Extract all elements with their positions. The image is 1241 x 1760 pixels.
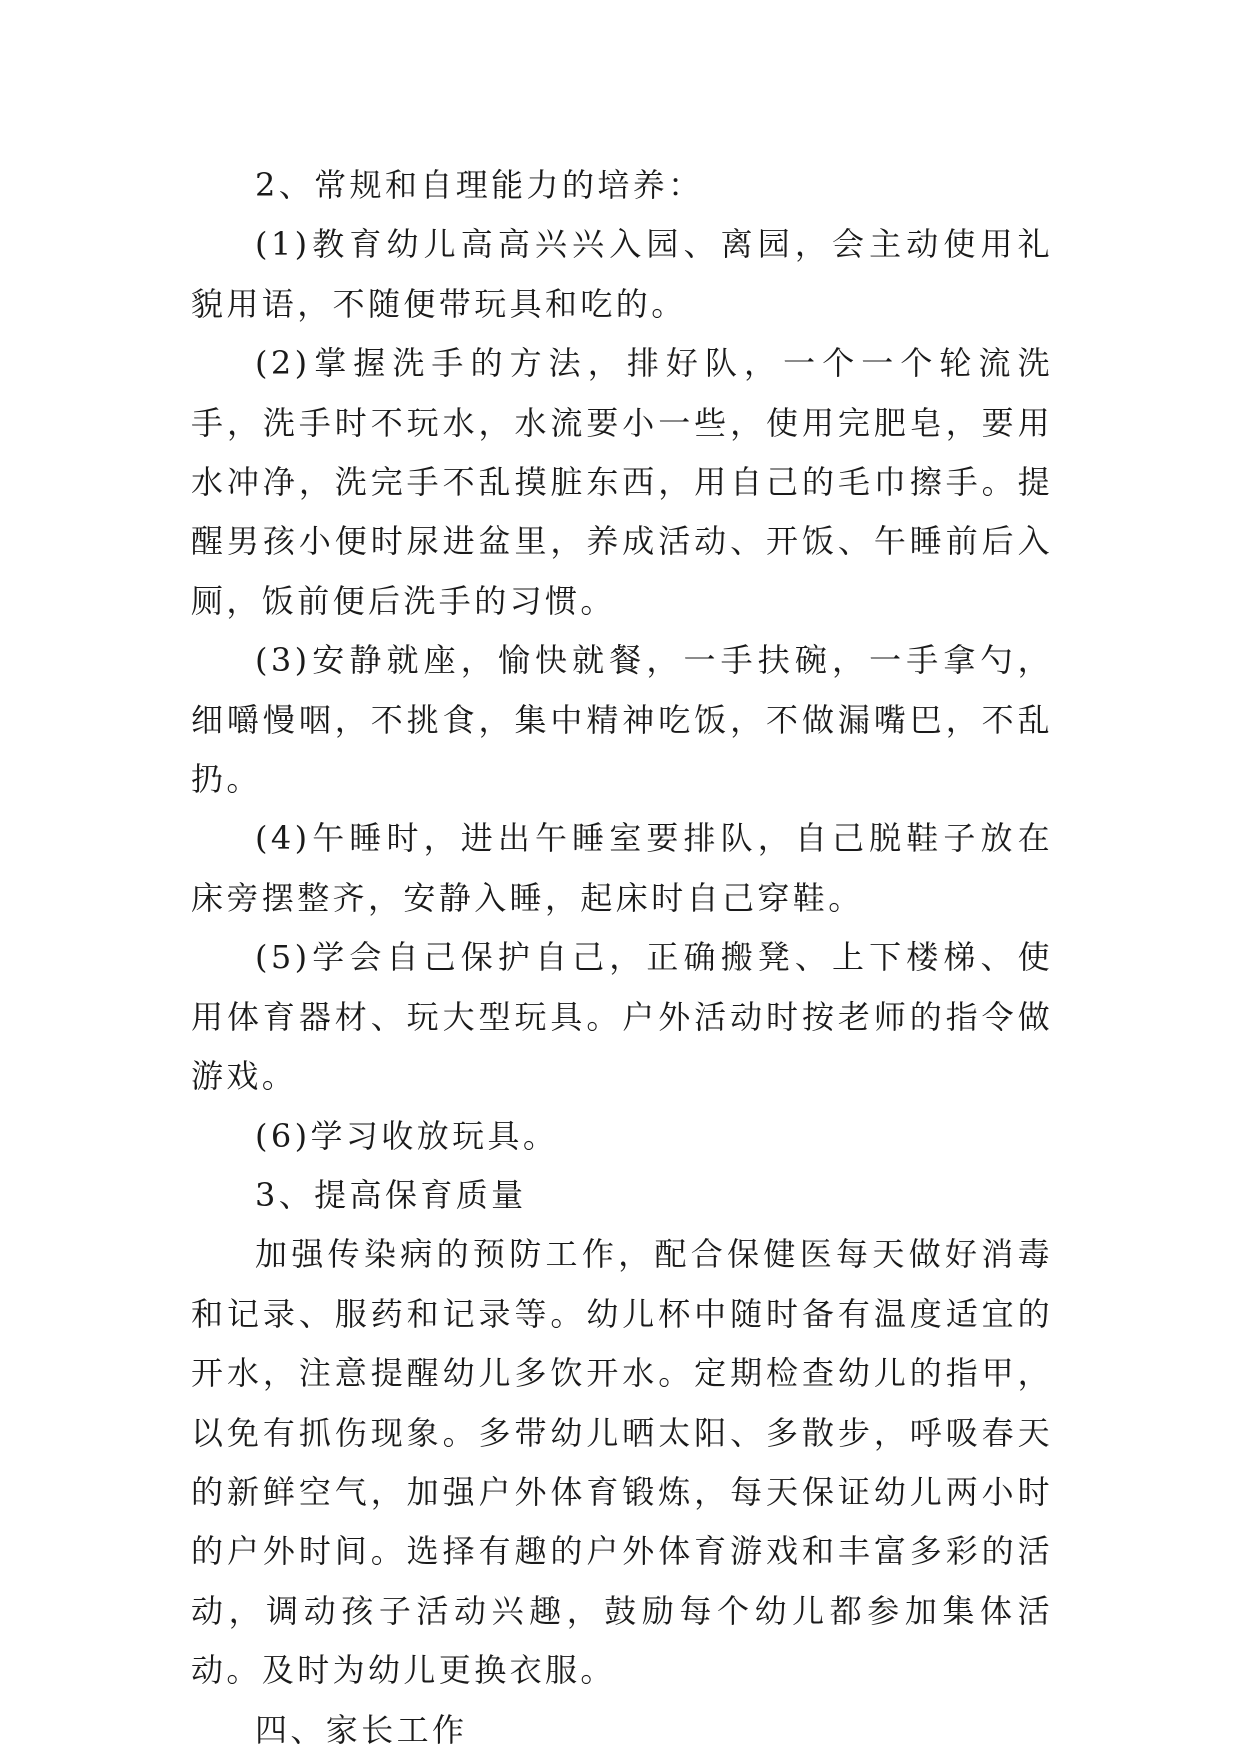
paragraph-item-5: (5)学会自己保护自己，正确搬凳、上下楼梯、使用体育器材、玩大型玩具。户外活动时按老师的指令做游戏。 — [191, 938, 1053, 1096]
paragraph-item-6: (6)学习收放玩具。 — [255, 1116, 559, 1155]
paragraph-care-quality: 加强传染病的预防工作，配合保健医每天做好消毒和记录、服药和记录等。幼儿杯中随时备有温度适宜的开水，注意提醒幼儿多饮开水。定期检查幼儿的指甲，以免有抓伤现象。多带幼儿晒太阳、多散步，呼吸春天的新鲜空气，加强户外体育锻炼，每天保证幼儿两小时的户外时间。选择有趣的户外体育游戏和丰富多彩的活动，调动孩子活动兴趣，鼓励每个幼儿都参加集体活动。及时为幼儿更换衣服。 — [191, 1235, 1053, 1690]
section-heading-parent-work: 四、家长工作 — [255, 1710, 468, 1749]
paragraph-item-4: (4)午睡时，进出午睡室要排队，自己脱鞋子放在床旁摆整齐，安静入睡，起床时自己穿鞋。 — [191, 819, 1053, 917]
paragraph-item-3: (3)安静就座，愉快就餐，一手扶碗，一手拿勺，细嚼慢咽，不挑食，集中精神吃饭，不做漏嘴巴，不乱扔。 — [191, 641, 1053, 799]
paragraph-item-2: (2)掌握洗手的方法，排好队，一个一个轮流洗手，洗手时不玩水，水流要小一些，使用完肥皂，要用水冲净，洗完手不乱摸脏东西，用自己的毛巾擦手。提醒男孩小便时尿进盆里，养成活动、开饭、午睡前后入厕，饭前便后洗手的习惯。 — [191, 344, 1053, 620]
section-heading-care-quality: 3、提高保育质量 — [255, 1175, 527, 1214]
section-heading-routine-selfcare: 2、常规和自理能力的培养： — [255, 166, 704, 204]
document-body — [191, 156, 1053, 1760]
paragraph-item-1: (1)教育幼儿高高兴兴入园、离园，会主动使用礼貌用语，不随便带玩具和吃的。 — [191, 225, 1053, 323]
